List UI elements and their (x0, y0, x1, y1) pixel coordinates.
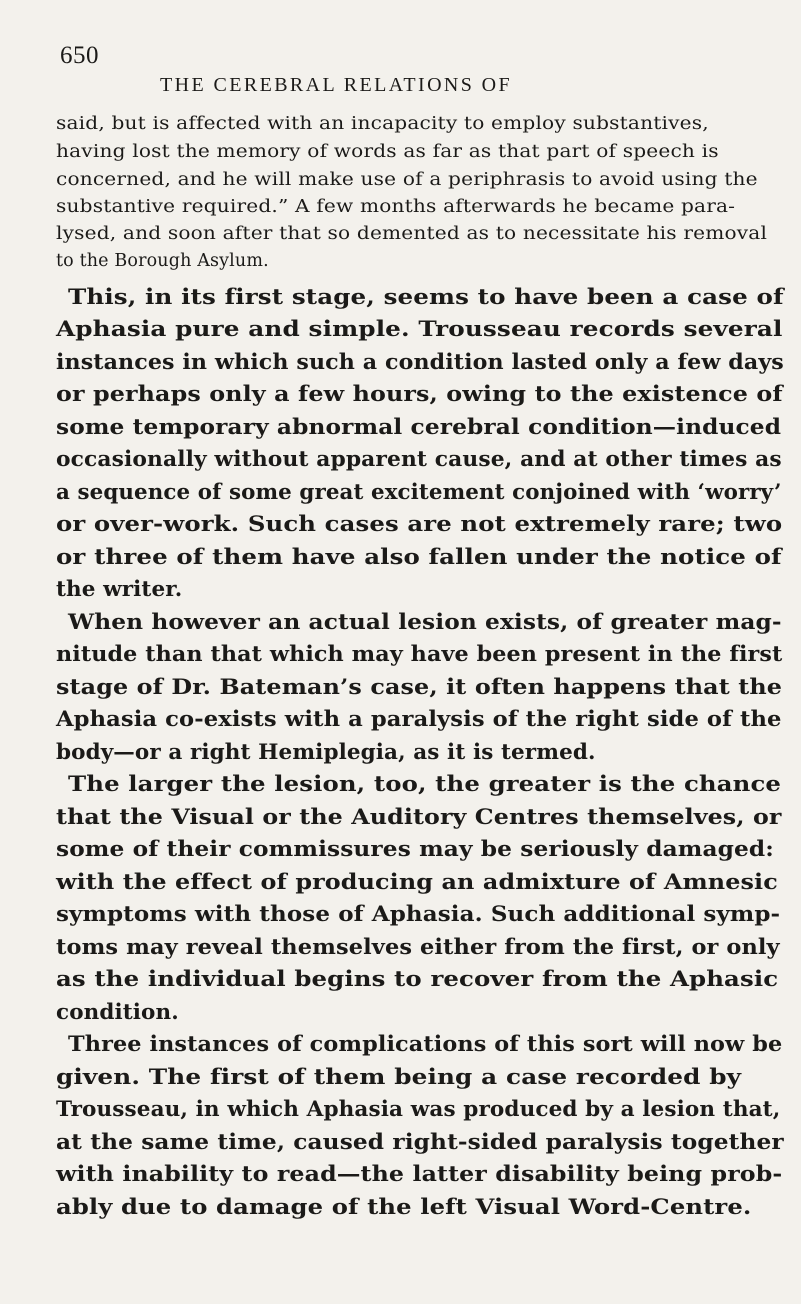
text-line: When however an actual lesion exists, of greater mag- (68, 610, 782, 635)
text-line: or three of them have also fallen under the notice of (56, 545, 782, 570)
text-line: to the Borough Asylum. (56, 251, 269, 271)
text-line: as the individual begins to recover from the Aphasic (56, 967, 779, 992)
page-number: 650 (60, 42, 99, 69)
text-line: nitude than that which may have been present in the first (56, 642, 783, 667)
text-line: Aphasia co-exists with a paralysis of the right side of the (56, 707, 782, 732)
text-line: concerned, and he will make use of a periphrasis to avoid using the (56, 170, 758, 190)
running-title: THE CEREBRAL RELATIONS OF (160, 74, 513, 96)
text-line: Three instances of complications of this sort will now be (68, 1032, 783, 1057)
text-line: toms may reveal themselves either from the first, or only (56, 935, 780, 960)
text-line: instances in which such a condition lasted only a few days (56, 350, 784, 375)
text-line: symptoms with those of Aphasia. Such additional symp- (56, 902, 781, 927)
text-line: that the Visual or the Auditory Centres themselves, or (56, 805, 782, 830)
text-line: substantive required.” A few months afterwards he became para- (56, 197, 736, 217)
text-line: said, but is affected with an incapacity to employ substantives, (56, 114, 709, 134)
text-line: occasionally without apparent cause, and at other times as (56, 447, 782, 472)
text-line: condition. (56, 1000, 179, 1025)
text-line: body—or a right Hemiplegia, as it is termed. (56, 740, 596, 765)
text-line: This, in its first stage, seems to have been a case of (68, 285, 784, 310)
text-line: at the same time, caused right-sided paralysis together (56, 1130, 784, 1155)
text-line: having lost the memory of words as far as that part of speech is (56, 142, 719, 162)
text-line: ably due to damage of the left Visual Word-Centre. (56, 1195, 752, 1220)
text-line: some of their commissures may be seriously damaged: (56, 837, 774, 862)
text-line: lysed, and soon after that so demented as to necessitate his removal (56, 224, 768, 244)
text-line: with inability to read—the latter disability being prob- (56, 1162, 783, 1187)
text-line: or over-work. Such cases are not extremely rare; two (56, 512, 783, 537)
text-line: Aphasia pure and simple. Trousseau records several (56, 317, 783, 342)
text-line: a sequence of some great excitement conjoined with ‘worry’ (56, 480, 782, 505)
text-line: with the effect of producing an admixture of Amnesic (56, 870, 778, 895)
text-line: or perhaps only a few hours, owing to the existence of (56, 382, 783, 407)
text-line: some temporary abnormal cerebral condition—induced (56, 415, 782, 440)
text-line: the writer. (56, 577, 183, 602)
text-line: given. The first of them being a case recorded by (56, 1065, 742, 1090)
text-line: stage of Dr. Bateman’s case, it often happens that the (56, 675, 783, 700)
text-line: Trousseau, in which Aphasia was produced by a lesion that, (56, 1097, 781, 1122)
text-line: The larger the lesion, too, the greater is the chance (68, 772, 782, 797)
